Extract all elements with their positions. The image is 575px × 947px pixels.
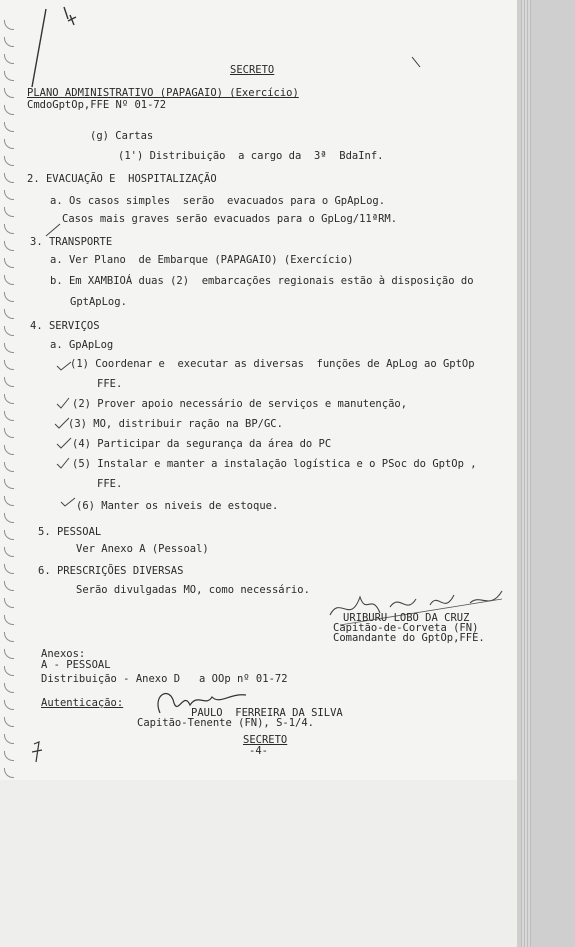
section-2-title: 2. EVACUAÇÃO E HOSPITALIZAÇÃO [27,173,217,185]
section-g-label: (g) Cartas [90,130,154,142]
pen-tick [410,55,430,75]
punch-hole [4,717,14,727]
authentication-label-text: Autenticação: [41,697,124,709]
punch-hole [4,615,14,625]
annexes-label: Anexos: [41,648,86,660]
punch-hole [4,530,14,540]
plan-title-text: PLANO ADMINISTRATIVO (PAPAGAIO) (Exercício) [27,87,299,99]
section-5-text: Ver Anexo A (Pessoal) [76,543,209,555]
punch-hole [4,224,14,234]
punch-hole [4,241,14,251]
punch-hole [4,547,14,557]
punch-hole [4,37,14,47]
section-4-item-5a: (5) Instalar e manter a instalação logística e o PSoc do GptOp , [72,458,477,470]
punch-hole [4,751,14,761]
section-4-item-5b: FFE. [97,478,123,490]
punch-hole [4,309,14,319]
section-3-title: 3. TRANSPORTE [30,236,113,248]
scan-edge [517,0,575,947]
punch-hole [4,173,14,183]
punch-hole [4,258,14,268]
page-number: -4- [249,745,268,757]
punch-hole [4,139,14,149]
pen-mark [18,5,78,95]
section-g-item: (1') Distribuição a cargo da 3ª BdaInf. [118,150,384,162]
section-3-b-line1: b. Em XAMBIOÁ duas (2) embarcações regionais estão à disposição do [50,275,474,287]
punch-hole [4,394,14,404]
punch-holes [4,20,18,780]
punch-hole [4,156,14,166]
plan-title [27,87,299,99]
punch-hole [4,496,14,506]
punch-hole [4,649,14,659]
signature-name: URIBURU LOBO DA CRUZ [343,612,470,624]
punch-hole [4,666,14,676]
punch-hole [4,479,14,489]
punch-hole [4,54,14,64]
punch-hole [4,581,14,591]
command-ref: CmdoGptOp,FFE Nº 01-72 [27,99,167,111]
punch-hole [4,360,14,370]
section-4-title: 4. SERVIÇOS [30,320,100,332]
signature-rank: Capitão-de-Corveta (FN) [333,622,479,634]
scan-background [0,780,517,947]
section-4-item-3: (3) MO, distribuir ração na BP/GC. [68,418,283,430]
section-3-a: a. Ver Plano de Embarque (PAPAGAIO) (Exercício) [50,254,354,266]
punch-hole [4,768,14,778]
scan-lines [521,0,531,947]
punch-hole [4,564,14,574]
punch-hole [4,105,14,115]
punch-hole [4,20,14,30]
punch-hole [4,71,14,81]
margin-mark [30,740,44,766]
punch-hole [4,343,14,353]
check-mark-2b [44,222,64,242]
authentication-rank: Capitão-Tenente (FN), S-1/4. [137,717,315,729]
punch-hole [4,377,14,387]
punch-hole [4,292,14,302]
classification-top: SECRETO [230,64,275,76]
classification-bottom: SECRETO [243,734,288,746]
punch-hole [4,207,14,217]
punch-hole [4,632,14,642]
section-6-title: 6. PRESCRIÇÕES DIVERSAS [38,565,184,577]
punch-hole [4,428,14,438]
punch-hole [4,683,14,693]
section-6-text: Serão divulgadas MO, como necessário. [76,584,310,596]
punch-hole [4,598,14,608]
section-4-item-1b: FFE. [97,378,123,390]
annexes-item: A - PESSOAL [41,659,111,671]
punch-hole [4,445,14,455]
annexes-distribution: Distribuição - Anexo D a OOp nº 01-72 [41,673,288,685]
check-marks [55,360,75,520]
section-4-item-1a: (1) Coordenar e executar as diversas funções de ApLog ao GptOp [70,358,475,370]
punch-hole [4,275,14,285]
section-4-item-4: (4) Participar da segurança da área do PC [72,438,332,450]
authentication-name: PAULO FERREIRA DA SILVA [191,707,343,719]
punch-hole [4,190,14,200]
section-2-a: a. Os casos simples serão evacuados para o GpApLog. [50,195,386,207]
punch-hole [4,734,14,744]
punch-hole [4,122,14,132]
punch-hole [4,700,14,710]
section-4-item-2: (2) Prover apoio necessário de serviços e manutenção, [72,398,408,410]
section-4-a: a. GpApLog [50,339,114,351]
signature-role: Comandante do GptOp,FFE. [333,632,485,644]
punch-hole [4,513,14,523]
punch-hole [4,462,14,472]
punch-hole [4,88,14,98]
section-5-title: 5. PESSOAL [38,526,102,538]
section-2-b: Casos mais graves serão evacuados para o GpLog/11ªRM. [62,213,398,225]
section-4-item-6: (6) Manter os niveis de estoque. [76,500,279,512]
authentication-label [41,697,123,709]
punch-hole [4,411,14,421]
section-3-b-line2: GptApLog. [70,296,127,308]
punch-hole [4,326,14,336]
